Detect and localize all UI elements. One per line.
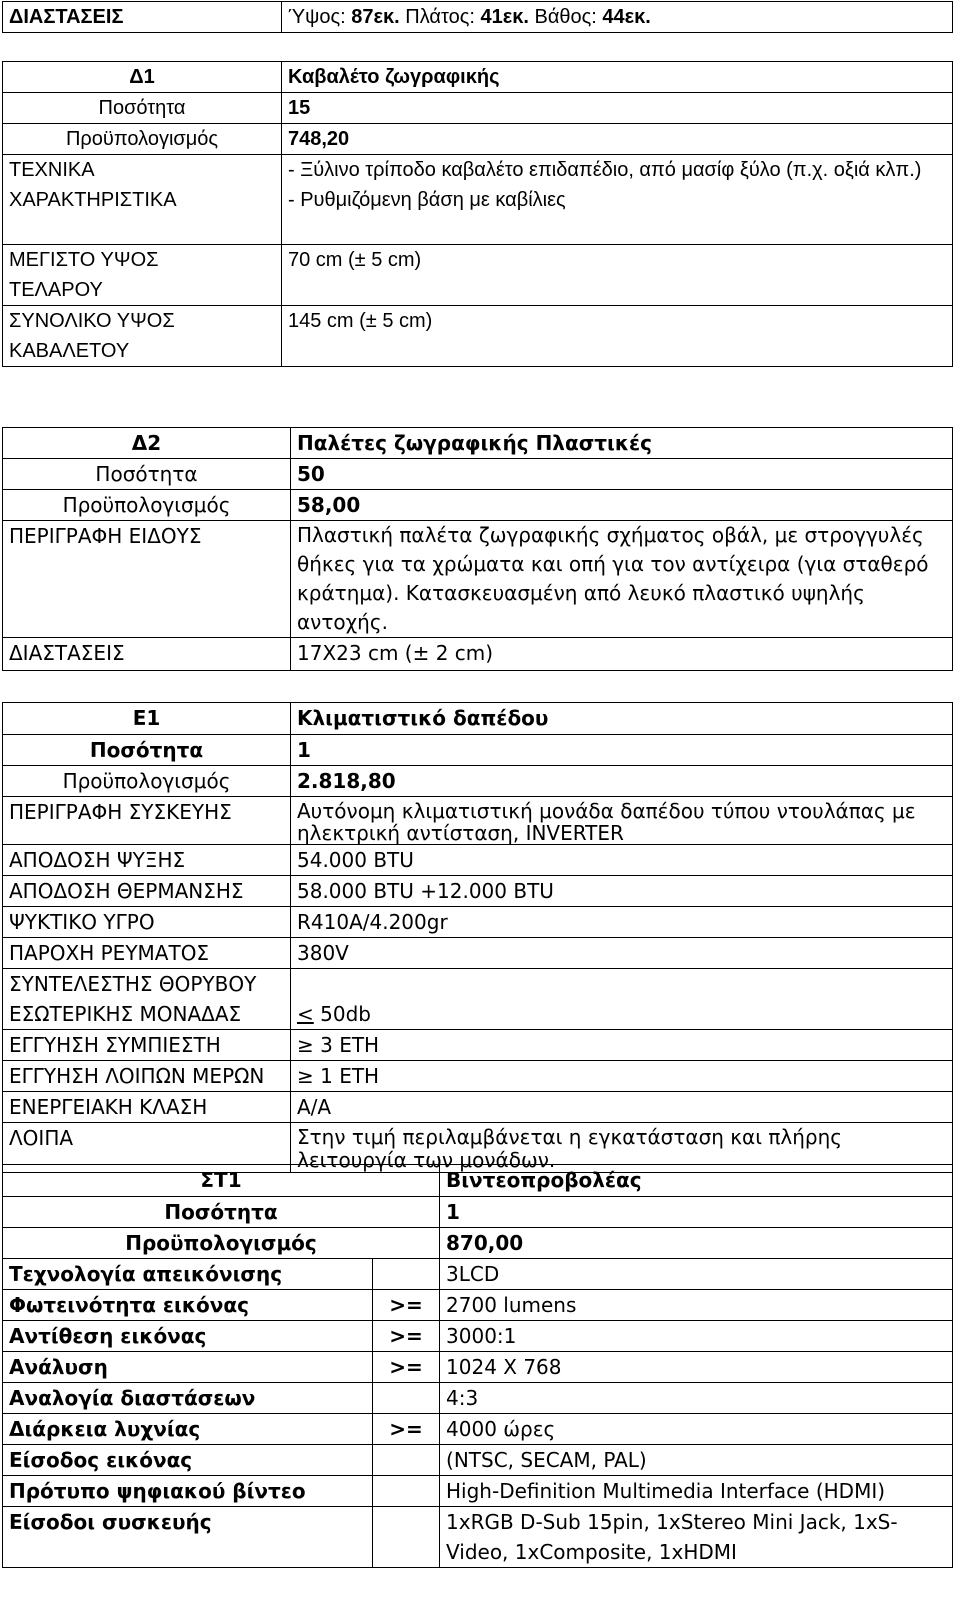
height-prefix: Ύψος:	[288, 6, 352, 28]
d1-total-height-label: ΣΥΝΟΛΙΚΟ ΥΨΟΣ ΚΑΒΑΛΕΤΟΥ	[3, 306, 282, 367]
st1-row-label: Τεχνολογία απεικόνισης	[3, 1259, 373, 1290]
e1-noise-value: 50db	[313, 1002, 371, 1026]
st1-row	[3, 1476, 953, 1507]
d1-code: Δ1	[3, 62, 282, 93]
st1-row-value: (NTSC, SECAM, PAL)	[440, 1445, 953, 1476]
st1-row-value: 4000 ώρες	[440, 1414, 953, 1445]
st1-row-label: Είσοδοι συσκευής	[3, 1507, 373, 1568]
st1-row-value: 3000:1	[440, 1321, 953, 1352]
st1-row	[3, 1445, 953, 1476]
e1-heat-value: 58.000 BTU +12.000 BTU	[291, 876, 953, 907]
d2-desc-label: ΠΕΡΙΓΡΑΦΗ ΕΙΔΟΥΣ	[3, 521, 291, 638]
st1-row	[3, 1507, 953, 1568]
d2-dims-value: 17Χ23 cm (± 2 cm)	[291, 638, 953, 671]
top-dimensions-label: ΔΙΑΣΤΑΣΕΙΣ	[3, 2, 282, 33]
d1-tech-label: ΤΕΧΝΙΚΑ ΧΑΡΑΚΤΗΡΙΣΤΙΚΑ	[3, 155, 282, 245]
e1-parts-value: ≥ 1 ΕΤΗ	[291, 1061, 953, 1092]
st1-row-value: High-Definition Multimedia Interface (HDMI)	[440, 1476, 953, 1507]
st1-row-operator	[373, 1259, 440, 1290]
st1-row-label: Ανάλυση	[3, 1352, 373, 1383]
d2-qty-label: Ποσότητα	[3, 459, 291, 490]
e1-budget: 2.818,80	[291, 766, 953, 797]
d2-code: Δ2	[3, 428, 291, 459]
st1-row-operator	[373, 1445, 440, 1476]
e1-power-label: ΠΑΡΟΧΗ ΡΕΥΜΑΤΟΣ	[3, 938, 291, 969]
st1-row-label: Ποσότητα	[3, 1197, 440, 1228]
st1-row-value: 3LCD	[440, 1259, 953, 1290]
st1-row-operator	[373, 1383, 440, 1414]
d1-budget: 748,20	[282, 124, 953, 155]
e1-parts-label: ΕΓΓΥΗΣΗ ΛΟΙΠΩΝ ΜΕΡΩΝ	[3, 1061, 291, 1092]
st1-row-operator: >=	[373, 1290, 440, 1321]
st1-row-operator	[373, 1476, 440, 1507]
e1-refrigerant-value: R410A/4.200gr	[291, 907, 953, 938]
st1-row-label: Διάρκεια λυχνίας	[3, 1414, 373, 1445]
d1-title: Καβαλέτο ζωγραφικής	[282, 62, 953, 93]
d1-qty: 15	[282, 93, 953, 124]
e1-heat-label: ΑΠΟΔΟΣΗ ΘΕΡΜΑΝΣΗΣ	[3, 876, 291, 907]
d1-max-height-label: ΜΕΓΙΣΤΟ ΥΨΟΣ ΤΕΛΑΡΟΥ	[3, 245, 282, 306]
st1-row	[3, 1321, 953, 1352]
st1-row-operator	[373, 1507, 440, 1568]
st1-table	[2, 1164, 953, 1568]
st1-row-label: Αντίθεση εικόνας	[3, 1321, 373, 1352]
st1-row-label: Προϋπολογισμός	[3, 1228, 440, 1259]
width-prefix: Πλάτος:	[399, 6, 481, 28]
st1-code: ΣΤ1	[3, 1165, 440, 1197]
st1-row	[3, 1352, 953, 1383]
st1-row-operator: >=	[373, 1321, 440, 1352]
d2-table	[2, 427, 953, 671]
d2-dims-label: ΔΙΑΣΤΑΣΕΙΣ	[3, 638, 291, 671]
st1-row	[3, 1414, 953, 1445]
e1-cool-value: 54.000 BTU	[291, 845, 953, 876]
e1-noise-label: ΣΥΝΤΕΛΕΣΤΗΣ ΘΟΡΥΒΟΥ ΕΣΩΤΕΡΙΚΗΣ ΜΟΝΑΔΑΣ	[3, 969, 291, 1030]
top-dimensions-value	[282, 2, 953, 33]
d1-budget-label: Προϋπολογισμός	[3, 124, 282, 155]
st1-row-value: 1xRGB D-Sub 15pin, 1xStereo Mini Jack, 1xS-Video, 1xComposite, 1xHDMI	[440, 1507, 953, 1568]
d1-qty-label: Ποσότητα	[3, 93, 282, 124]
e1-refrigerant-label: ΨΥΚΤΙΚΟ ΥΓΡΟ	[3, 907, 291, 938]
height-value: 87εκ.	[351, 6, 400, 28]
st1-row-label: Αναλογία διαστάσεων	[3, 1383, 373, 1414]
e1-compressor-value: ≥ 3 ΕΤΗ	[291, 1030, 953, 1061]
top-dimensions-table	[2, 1, 953, 33]
e1-desc-value: Αυτόνομη κλιματιστική μονάδα δαπέδου τύπου ντουλάπας με ηλεκτρική αντίσταση, INVERTER	[291, 797, 953, 845]
e1-qty-label: Ποσότητα	[3, 735, 291, 766]
st1-row-value: 1024 X 768	[440, 1352, 953, 1383]
st1-row-operator: >=	[373, 1352, 440, 1383]
st1-row	[3, 1259, 953, 1290]
width-value: 41εκ.	[480, 6, 529, 28]
d2-title: Παλέτες ζωγραφικής Πλαστικές	[291, 428, 953, 459]
st1-row	[3, 1228, 953, 1259]
st1-row-operator: >=	[373, 1414, 440, 1445]
st1-row-value: 870,00	[440, 1228, 953, 1259]
d2-budget: 58,00	[291, 490, 953, 521]
st1-row	[3, 1290, 953, 1321]
e1-code: Ε1	[3, 703, 291, 735]
d1-total-height-value: 145 cm (± 5 cm)	[282, 306, 953, 367]
st1-rows	[3, 1197, 953, 1568]
st1-row	[3, 1383, 953, 1414]
e1-other-label: ΛΟΙΠΑ	[3, 1123, 291, 1173]
e1-energy-value: Α/Α	[291, 1092, 953, 1123]
st1-row-value: 4:3	[440, 1383, 953, 1414]
depth-prefix: Βάθος:	[528, 6, 603, 28]
st1-row-label: Φωτεινότητα εικόνας	[3, 1290, 373, 1321]
d1-max-height-value: 70 cm (± 5 cm)	[282, 245, 953, 306]
st1-row-label: Πρότυπο ψηφιακού βίντεο	[3, 1476, 373, 1507]
st1-row-label: Είσοδος εικόνας	[3, 1445, 373, 1476]
st1-row	[3, 1197, 953, 1228]
d2-desc-value: Πλαστική παλέτα ζωγραφικής σχήματος οβάλ, με στρογγυλές θήκες για τα χρώματα και οπή για τον αντίχειρα (για σταθερό κράτημα). Κατασκευασμένη από λευκό πλαστικό υψηλής αντοχής.	[291, 521, 953, 638]
e1-cool-label: ΑΠΟΔΟΣΗ ΨΥΞΗΣ	[3, 845, 291, 876]
d2-budget-label: Προϋπολογισμός	[3, 490, 291, 521]
e1-table	[2, 702, 953, 1173]
st1-row-value: 1	[440, 1197, 953, 1228]
d1-tech-value: - Ξύλινο τρίποδο καβαλέτο επιδαπέδιο, από μασίφ ξύλο (π.χ. οξιά κλπ.) - Ρυθμιζόμενη βάση με καβίλιες	[282, 155, 953, 245]
depth-value: 44εκ.	[602, 6, 651, 28]
e1-other-value: Στην τιμή περιλαμβάνεται η εγκατάσταση και πλήρης λειτουργία των μονάδων.	[291, 1123, 953, 1173]
less-equal-symbol: <	[297, 1002, 314, 1026]
d1-table	[2, 61, 953, 367]
e1-power-value: 380V	[291, 938, 953, 969]
e1-energy-label: ΕΝΕΡΓΕΙΑΚΗ ΚΛΑΣΗ	[3, 1092, 291, 1123]
e1-title: Κλιματιστικό δαπέδου	[291, 703, 953, 735]
st1-title: Βιντεοπροβολέας	[440, 1165, 953, 1197]
e1-noise-value-cell	[291, 969, 953, 1030]
st1-row-value: 2700 lumens	[440, 1290, 953, 1321]
e1-qty: 1	[291, 735, 953, 766]
e1-compressor-label: ΕΓΓΥΗΣΗ ΣΥΜΠΙΕΣΤΗ	[3, 1030, 291, 1061]
e1-desc-label: ΠΕΡΙΓΡΑΦΗ ΣΥΣΚΕΥΗΣ	[3, 797, 291, 845]
e1-budget-label: Προϋπολογισμός	[3, 766, 291, 797]
d2-qty: 50	[291, 459, 953, 490]
